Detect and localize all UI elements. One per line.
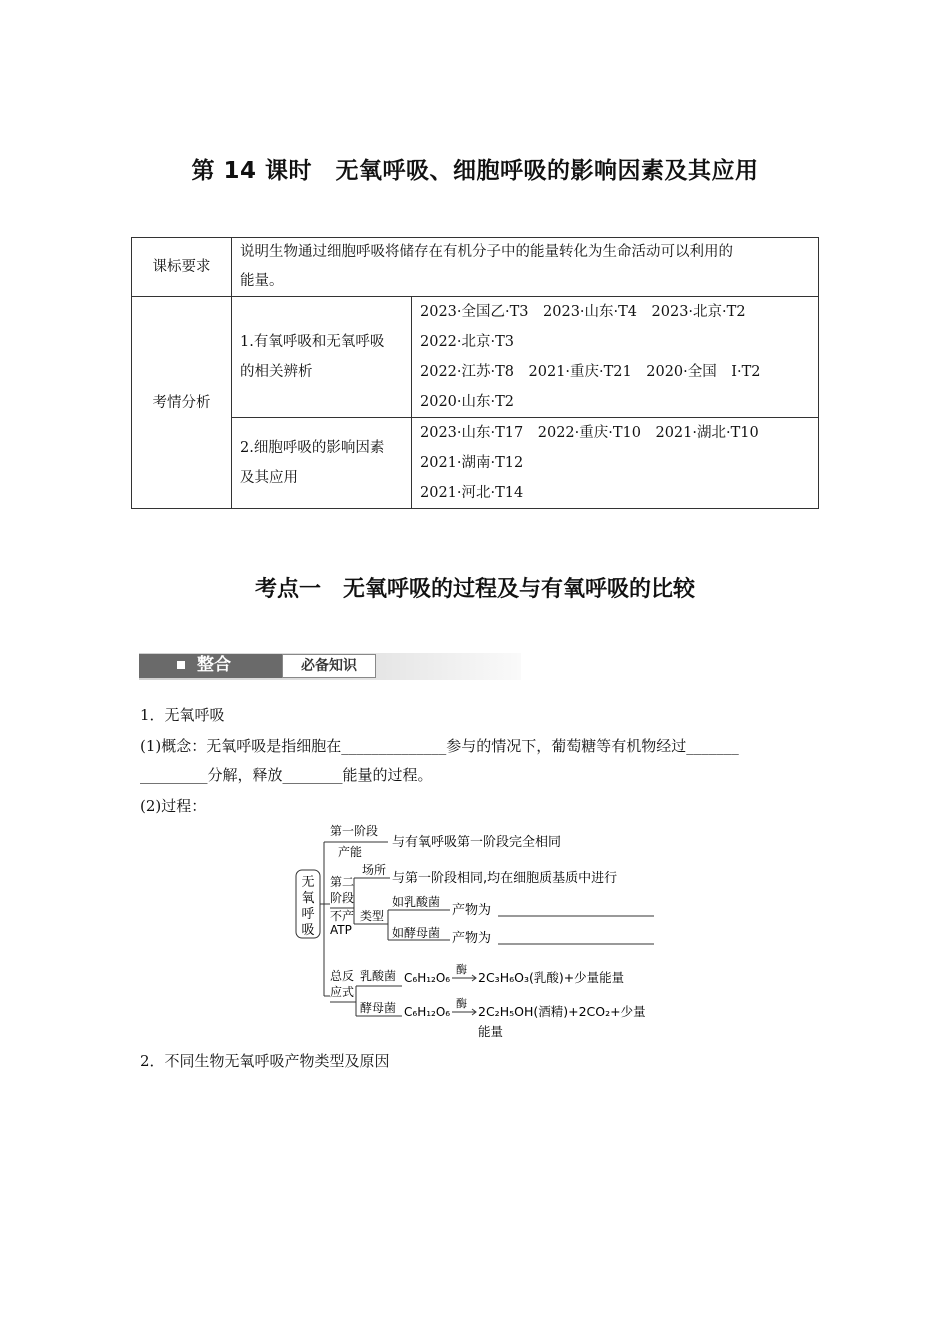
stage1-label: 第一阶段 [330, 824, 379, 838]
exam-ref: 2021·湖南·T12 [420, 455, 524, 471]
square-bullet-icon [177, 661, 185, 669]
subtopic-line: 1.有氧呼吸和无氧呼吸 [240, 334, 385, 350]
product-label: 产物为 [452, 903, 492, 918]
equation-yeast-cont: 能量 [478, 1024, 504, 1039]
subtopic-line: 2.细胞呼吸的影响因素 [240, 440, 385, 456]
exam-ref: 2022·北京·T3 [420, 334, 515, 350]
curriculum-table [131, 237, 819, 509]
root-char: 无 [301, 875, 315, 890]
table-row [132, 238, 819, 297]
yeast-label-2: 酵母菌 [360, 1001, 397, 1015]
banner-box: 必备知识 [282, 654, 376, 678]
subtopic-2 [232, 418, 412, 509]
table-row [132, 297, 819, 418]
root-char: 氧 [301, 891, 315, 906]
equation-yeast: 2C₂H₅OH(酒精)+2CO₂+少量 [478, 1004, 646, 1019]
item-heading-1: 1．无氧呼吸 [140, 706, 225, 724]
main-brace [320, 842, 330, 996]
type-label: 类型 [360, 909, 385, 923]
page-title: 第 14 课时 无氧呼吸、细胞呼吸的影响因素及其应用 [191, 158, 759, 184]
total-label: 应式 [330, 985, 355, 999]
process-label: (2)过程： [140, 797, 207, 815]
exam-ref: 2023·全国乙·T3 2023·山东·T4 2023·北京·T2 [420, 304, 746, 320]
glucose-formula: C₆H₁₂O₆ [404, 971, 451, 985]
root-char: 呼 [301, 907, 315, 922]
exam-ref: 2023·山东·T17 2022·重庆·T10 2021·湖北·T10 [420, 425, 759, 441]
section-banner [139, 653, 521, 680]
glucose-formula: C₆H₁₂O₆ [404, 1005, 451, 1019]
total-label: 总反 [330, 969, 355, 983]
subtopic-2-refs [412, 418, 819, 509]
anaerobic-respiration-diagram [290, 820, 670, 1045]
table-row [132, 418, 819, 509]
concept-line: _________分解，释放________能量的过程。 [140, 766, 433, 784]
lactic-label: 如乳酸菌 [392, 895, 441, 909]
concept-line: (1)概念：无氧呼吸是指细胞在______________参与的情况下，葡萄糖等有机物经过_______ [140, 737, 739, 755]
product-label: 产物为 [452, 931, 492, 946]
subtopic-line: 的相关辨析 [240, 364, 313, 380]
root-char: 吸 [301, 923, 315, 938]
no-atp-label: 不产 [330, 909, 355, 923]
site-desc: 与第一阶段相同,均在细胞质基质中进行 [392, 871, 618, 886]
banner-label: 整合 [197, 655, 231, 675]
equation-lactic: 2C₃H₆O₃(乳酸)+少量能量 [478, 970, 625, 985]
subtopic-1-refs [412, 297, 819, 418]
exam-ref: 2022·江苏·T8 2021·重庆·T21 2020·全国 Ⅰ·T2 [420, 364, 761, 380]
produce-label: 产能 [338, 845, 363, 859]
yeast-label: 如酵母菌 [392, 926, 441, 940]
requirement-line: 说明生物通过细胞呼吸将储存在有机分子中的能量转化为生命活动可以利用的 [240, 244, 733, 260]
section-title: 考点一 无氧呼吸的过程及与有氧呼吸的比较 [254, 577, 695, 602]
requirement-line: 能量。 [240, 273, 284, 289]
no-atp-label: ATP [330, 923, 352, 937]
exam-ref: 2020·山东·T2 [420, 394, 515, 410]
enzyme-label: 酶 [456, 963, 467, 976]
stage2-label: 阶段 [330, 891, 355, 905]
stage1-desc: 与有氧呼吸第一阶段完全相同 [392, 835, 562, 850]
site-label: 场所 [362, 863, 387, 877]
table-header-requirement: 课标要求 [132, 238, 232, 297]
item-heading-2: 2．不同生物无氧呼吸产物类型及原因 [140, 1052, 390, 1070]
stage2-label: 第二 [330, 875, 355, 889]
requirement-content [232, 238, 819, 297]
table-header-analysis: 考情分析 [132, 297, 232, 509]
lactic-label-2: 乳酸菌 [360, 969, 397, 983]
exam-ref: 2021·河北·T14 [420, 485, 524, 501]
subtopic-line: 及其应用 [240, 470, 298, 486]
subtopic-1 [232, 297, 412, 418]
enzyme-label: 酶 [456, 997, 467, 1010]
